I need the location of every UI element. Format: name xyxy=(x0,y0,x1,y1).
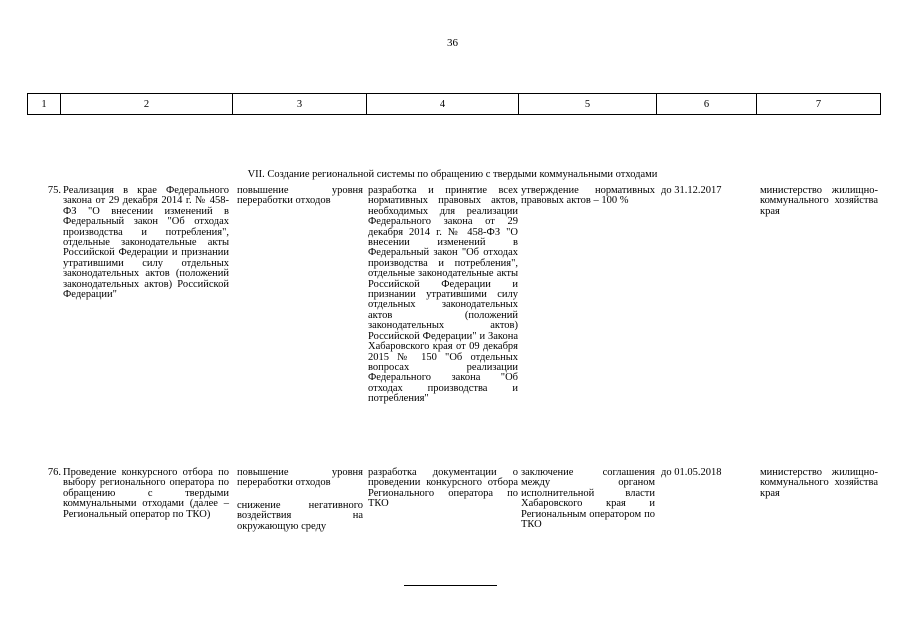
goal-text: повышение уровня переработки отходов xyxy=(237,185,363,207)
deadline-text: до 01.05.2018 xyxy=(661,467,722,478)
row-number: 75. xyxy=(47,185,61,196)
goal-spacer xyxy=(237,489,363,501)
responsible-text: министерство жилищно-коммунального хозяйства края xyxy=(760,467,878,499)
column-number-5: 5 xyxy=(519,94,657,115)
row-number: 76. xyxy=(47,467,61,478)
column-number-header xyxy=(27,93,881,115)
goal-text: повышение уровня переработки отходов xyxy=(237,467,363,489)
indicator-text: заключение соглашения между органом исполнительной власти Хабаровского края и Региональным оператором по ТКО xyxy=(521,467,655,531)
footer-separator-line xyxy=(404,585,497,586)
column-number-7: 7 xyxy=(757,94,881,115)
deadline-text: до 31.12.2017 xyxy=(661,185,722,196)
indicator-text: утверждение нормативных правовых актов – 100 % xyxy=(521,185,655,207)
column-number-1: 1 xyxy=(28,94,61,115)
column-number-2: 2 xyxy=(61,94,233,115)
column-number-6: 6 xyxy=(657,94,757,115)
section-title: VII. Создание региональной системы по обращению с твердыми коммунальными отходами xyxy=(247,169,658,180)
page-number: 36 xyxy=(447,37,458,49)
column-number-3: 3 xyxy=(233,94,367,115)
measure-text: Проведение конкурсного отбора по выбору регионального оператора по обращению с твердыми коммунальными отходами (далее – Региональный оператор по ТКО) xyxy=(63,467,229,520)
goal-cell xyxy=(237,468,363,532)
goal-cell xyxy=(237,186,363,207)
mechanism-text: разработка документации о проведении конкурсного отбора Регионального оператора по ТКО xyxy=(368,467,518,510)
measure-text: Реализация в крае Федерального закона от 29 декабря 2014 г. № 458-ФЗ "О внесении изменений в Федеральный закон "Об отходах производства и потребления", отдельные законодательные акты Российской Федерации и признании утратившими силу отдельных законодательных актов (положений законодательных актов) Российской Федерации" xyxy=(63,185,229,301)
goal-text-secondary: снижение негативного воздействия на окружающую среду xyxy=(237,499,363,532)
column-number-4: 4 xyxy=(367,94,519,115)
responsible-text: министерство жилищно-коммунального хозяйства края xyxy=(760,185,878,217)
mechanism-text: разработка и принятие всех нормативных правовых актов, необходимых для реализации Федерального закона от 29 декабря 2014 г. № 458-ФЗ "О внесении изменений в Федеральный закон "Об отходах производства и потребления", отдельные законодательные акты Российской Федерации и признании утратившими силу отдельных законодательных актов (положений законодательных актов) Российской Федерации" и Закона Хабаровского края от 09 декабря 2015 № 150 "Об отдельных вопросах реализации Федерального закона "Об отходах производства и потребления" xyxy=(368,185,518,405)
